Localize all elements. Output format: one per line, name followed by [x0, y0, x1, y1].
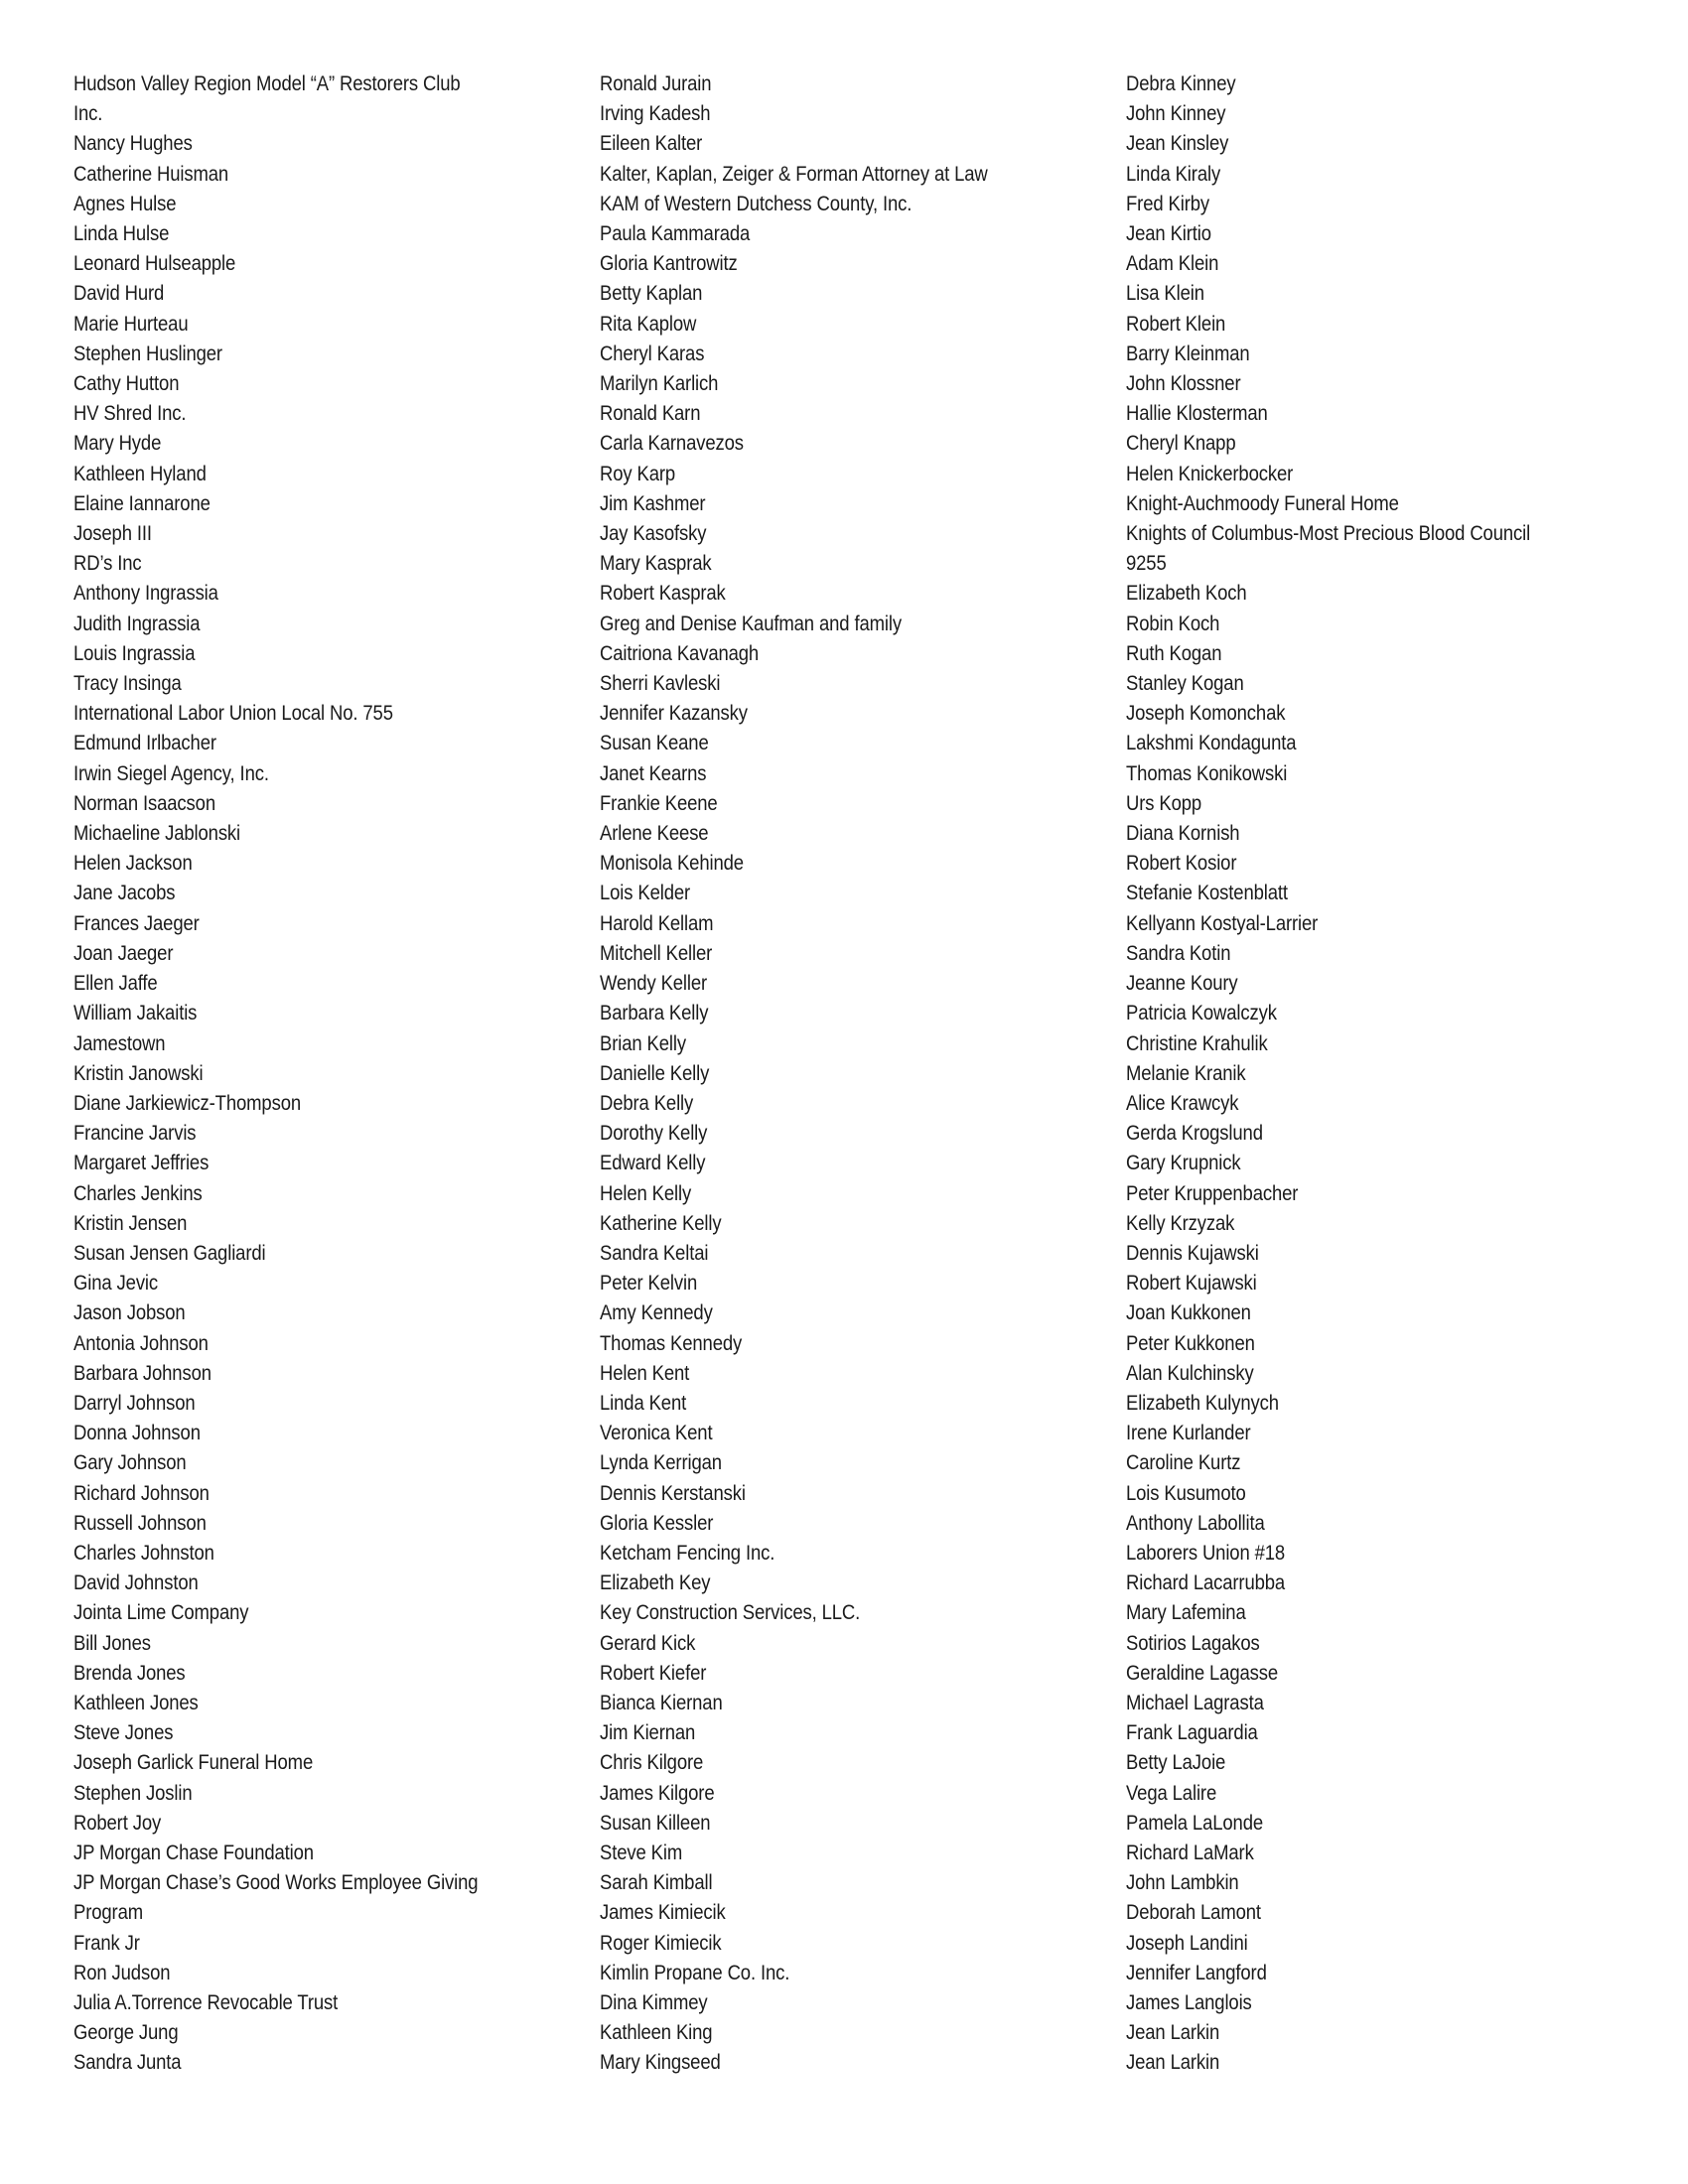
- donor-name: Anthony Labollita: [1126, 1510, 1265, 1535]
- donor-name: Norman Isaacson: [73, 790, 215, 815]
- donor-name: Mary Lafemina: [1126, 1600, 1246, 1625]
- donor-name: Ketcham Fencing Inc.: [600, 1540, 775, 1565]
- donor-name: Caroline Kurtz: [1126, 1450, 1241, 1475]
- donor-name: Brian Kelly: [600, 1030, 686, 1055]
- donor-name: Linda Hulse: [73, 221, 170, 246]
- donor-name: Leonard Hulseapple: [73, 251, 236, 276]
- donor-name: Antonia Johnson: [73, 1330, 209, 1355]
- donor-name: JP Morgan Chase’s Good Works Employee Giving: [73, 1870, 479, 1895]
- donor-name: Elaine Iannarone: [73, 490, 211, 515]
- donor-name: Joseph Komonchak: [1126, 701, 1286, 726]
- donor-name: Greg and Denise Kaufman and family: [600, 611, 902, 635]
- donor-name: Robert Klein: [1126, 311, 1226, 336]
- donor-name: Helen Knickerbocker: [1126, 461, 1294, 485]
- donor-name: Gina Jevic: [73, 1271, 159, 1296]
- donor-name: Sandra Junta: [73, 2050, 182, 2075]
- donor-name: Jean Larkin: [1126, 2050, 1220, 2075]
- donor-name: Bianca Kiernan: [600, 1690, 723, 1714]
- donor-name: Ruth Kogan: [1126, 640, 1222, 665]
- donor-name: Helen Jackson: [73, 851, 193, 876]
- donor-name: Marilyn Karlich: [600, 371, 719, 396]
- donor-name: Knight-Auchmoody Funeral Home: [1126, 490, 1399, 515]
- donor-name: Jay Kasofsky: [600, 521, 707, 546]
- donor-name: Richard Johnson: [73, 1480, 210, 1505]
- donor-name: Darryl Johnson: [73, 1390, 196, 1415]
- donor-name: Stephen Joslin: [73, 1780, 193, 1805]
- donor-name: Kathleen Jones: [73, 1690, 199, 1714]
- donor-name: Robin Koch: [1126, 611, 1220, 635]
- donor-name: Dina Kimmey: [600, 1990, 708, 2014]
- donor-name: Laborers Union #18: [1126, 1540, 1286, 1565]
- donor-name: Lakshmi Kondagunta: [1126, 731, 1297, 755]
- donor-name: Sandra Kotin: [1126, 940, 1231, 965]
- donor-name: Jean Larkin: [1126, 2020, 1220, 2045]
- donor-name: Alan Kulchinsky: [1126, 1360, 1254, 1385]
- donor-name: James Kilgore: [600, 1780, 715, 1805]
- donor-name: Harold Kellam: [600, 910, 714, 935]
- donor-name: Debra Kinney: [1126, 71, 1236, 95]
- donor-name: Susan Killeen: [600, 1810, 711, 1835]
- donor-name: Eileen Kalter: [600, 131, 703, 156]
- donor-name: Robert Kosior: [1126, 851, 1237, 876]
- donor-name: Ronald Karn: [600, 401, 701, 426]
- donor-name: Knights of Columbus-Most Precious Blood Council: [1126, 521, 1531, 546]
- donor-name: Stanley Kogan: [1126, 671, 1244, 696]
- donor-name: Steve Jones: [73, 1720, 174, 1745]
- donor-name: Elizabeth Koch: [1126, 581, 1247, 606]
- donor-name: Jim Kiernan: [600, 1720, 696, 1745]
- donor-name: Richard Lacarrubba: [1126, 1570, 1286, 1595]
- donor-name: Barry Kleinman: [1126, 341, 1250, 365]
- donor-name: Gloria Kantrowitz: [600, 251, 738, 276]
- donor-name: Gerard Kick: [600, 1630, 696, 1655]
- donor-name: Stephen Huslinger: [73, 341, 222, 365]
- donor-name: Brenda Jones: [73, 1660, 186, 1685]
- donor-name: Dennis Kerstanski: [600, 1480, 746, 1505]
- donor-name: Frank Laguardia: [1126, 1720, 1258, 1745]
- donor-name: Paula Kammarada: [600, 221, 751, 246]
- donor-name: Debra Kelly: [600, 1090, 694, 1115]
- donor-name: Danielle Kelly: [600, 1060, 710, 1085]
- donor-name: Kathleen Hyland: [73, 461, 207, 485]
- donor-name: Steve Kim: [600, 1840, 683, 1864]
- donor-name: Sotirios Lagakos: [1126, 1630, 1260, 1655]
- donor-column-3: [1126, 68, 1662, 2078]
- donor-name: James Kimiecik: [600, 1900, 726, 1925]
- donor-name: KAM of Western Dutchess County, Inc.: [600, 191, 913, 215]
- donor-name: Mary Kingseed: [600, 2050, 721, 2075]
- donor-name: Rita Kaplow: [600, 311, 697, 336]
- donor-name: David Hurd: [73, 281, 165, 306]
- donor-name: Elizabeth Kulynych: [1126, 1390, 1279, 1415]
- donor-name: Margaret Jeffries: [73, 1151, 210, 1175]
- donor-name: Lois Kusumoto: [1126, 1480, 1246, 1505]
- donor-name: Stefanie Kostenblatt: [1126, 881, 1288, 905]
- donor-name: Robert Joy: [73, 1810, 162, 1835]
- donor-name: Tracy Insinga: [73, 671, 182, 696]
- donor-name: Kalter, Kaplan, Zeiger & Forman Attorney at Law: [600, 161, 988, 186]
- donor-name: William Jakaitis: [73, 1001, 198, 1025]
- donor-name: Key Construction Services, LLC.: [600, 1600, 861, 1625]
- donor-name: Arlene Keese: [600, 821, 709, 846]
- donor-name: Kelly Krzyzak: [1126, 1210, 1235, 1235]
- donor-name: Betty Kaplan: [600, 281, 703, 306]
- donor-name: Catherine Huisman: [73, 161, 229, 186]
- donor-name: JP Morgan Chase Foundation: [73, 1840, 314, 1864]
- donor-name: Barbara Kelly: [600, 1001, 709, 1025]
- donor-name: Susan Jensen Gagliardi: [73, 1240, 266, 1265]
- donor-name: Program: [73, 1900, 144, 1925]
- donor-name: Bill Jones: [73, 1630, 151, 1655]
- donor-name: Alice Krawcyk: [1126, 1090, 1239, 1115]
- donor-name: Vega Lalire: [1126, 1780, 1217, 1805]
- donor-name: Pamela LaLonde: [1126, 1810, 1264, 1835]
- donor-name: Kathleen King: [600, 2020, 713, 2045]
- donor-column-2: [600, 68, 1136, 2078]
- donor-name: Donna Johnson: [73, 1421, 201, 1445]
- donor-name: Susan Keane: [600, 731, 709, 755]
- donor-name: Kimlin Propane Co. Inc.: [600, 1960, 790, 1984]
- donor-name: Elizabeth Key: [600, 1570, 711, 1595]
- donor-name: Kristin Janowski: [73, 1060, 204, 1085]
- donor-name: Francine Jarvis: [73, 1121, 197, 1146]
- donor-name: Michaeline Jablonski: [73, 821, 241, 846]
- donor-name: Lois Kelder: [600, 881, 691, 905]
- donor-name: John Lambkin: [1126, 1870, 1239, 1895]
- donor-name: HV Shred Inc.: [73, 401, 187, 426]
- donor-name: Roger Kimiecik: [600, 1930, 722, 1955]
- donor-name: James Langlois: [1126, 1990, 1252, 2014]
- donor-name: Robert Kiefer: [600, 1660, 707, 1685]
- donor-name: Peter Kelvin: [600, 1271, 698, 1296]
- donor-name: Louis Ingrassia: [73, 640, 196, 665]
- donor-name: Jean Kinsley: [1126, 131, 1229, 156]
- donor-name: Irwin Siegel Agency, Inc.: [73, 760, 269, 785]
- donor-name: Deborah Lamont: [1126, 1900, 1261, 1925]
- donor-name: Gary Johnson: [73, 1450, 187, 1475]
- donor-name: Melanie Kranik: [1126, 1060, 1246, 1085]
- donor-name: Julia A.Torrence Revocable Trust: [73, 1990, 339, 2014]
- donor-name: Christine Krahulik: [1126, 1030, 1268, 1055]
- donor-name: Hudson Valley Region Model “A” Restorers Club: [73, 71, 461, 95]
- donor-name: Carla Karnavezos: [600, 431, 744, 456]
- donor-name: Jean Kirtio: [1126, 221, 1211, 246]
- donor-name: Michael Lagrasta: [1126, 1690, 1264, 1714]
- donor-name: Jennifer Kazansky: [600, 701, 748, 726]
- donor-name: Ellen Jaffe: [73, 971, 158, 996]
- donor-name: Irene Kurlander: [1126, 1421, 1251, 1445]
- donor-name: Ronald Jurain: [600, 71, 712, 95]
- donor-name: Peter Kukkonen: [1126, 1330, 1255, 1355]
- donor-name: Mitchell Keller: [600, 940, 713, 965]
- donor-name: International Labor Union Local No. 755: [73, 701, 393, 726]
- donor-name: Thomas Konikowski: [1126, 760, 1288, 785]
- donor-name: Agnes Hulse: [73, 191, 177, 215]
- donor-name: Sarah Kimball: [600, 1870, 713, 1895]
- donor-name: Gerda Krogslund: [1126, 1121, 1263, 1146]
- donor-name: Helen Kent: [600, 1360, 690, 1385]
- donor-name: Jeanne Koury: [1126, 971, 1238, 996]
- donor-name: Kristin Jensen: [73, 1210, 188, 1235]
- donor-name: Joseph Garlick Funeral Home: [73, 1750, 314, 1775]
- donor-name: Jason Jobson: [73, 1300, 186, 1325]
- donor-name: Charles Jenkins: [73, 1180, 203, 1205]
- donor-name: John Kinney: [1126, 101, 1226, 126]
- donor-name: Peter Kruppenbacher: [1126, 1180, 1299, 1205]
- donor-name: Dorothy Kelly: [600, 1121, 708, 1146]
- donor-name: Jim Kashmer: [600, 490, 706, 515]
- donor-name: Joseph III: [73, 521, 152, 546]
- donor-name: Linda Kiraly: [1126, 161, 1221, 186]
- donor-name: Linda Kent: [600, 1390, 687, 1415]
- donor-name: Helen Kelly: [600, 1180, 692, 1205]
- donor-name: Geraldine Lagasse: [1126, 1660, 1279, 1685]
- donor-column-1: [73, 68, 610, 2078]
- donor-name: Judith Ingrassia: [73, 611, 201, 635]
- donor-name: Joan Kukkonen: [1126, 1300, 1251, 1325]
- donor-name: Irving Kadesh: [600, 101, 711, 126]
- donor-name: Marie Hurteau: [73, 311, 189, 336]
- donor-name: Joseph Landini: [1126, 1930, 1248, 1955]
- donor-name: John Klossner: [1126, 371, 1241, 396]
- donor-name: Ron Judson: [73, 1960, 171, 1984]
- donor-name: Sherri Kavleski: [600, 671, 721, 696]
- donor-name: Robert Kasprak: [600, 581, 726, 606]
- donor-name: Chris Kilgore: [600, 1750, 704, 1775]
- donor-name: David Johnston: [73, 1570, 199, 1595]
- donor-name: Sandra Keltai: [600, 1240, 709, 1265]
- donor-name: Urs Kopp: [1126, 790, 1202, 815]
- donor-name: Anthony Ingrassia: [73, 581, 218, 606]
- donor-name: Lynda Kerrigan: [600, 1450, 722, 1475]
- donor-name: Patricia Kowalczyk: [1126, 1001, 1277, 1025]
- donor-name: Edmund Irlbacher: [73, 731, 216, 755]
- donor-name: Robert Kujawski: [1126, 1271, 1257, 1296]
- donor-name: Frank Jr: [73, 1930, 140, 1955]
- donor-name: Fred Kirby: [1126, 191, 1209, 215]
- donor-name: Wendy Keller: [600, 971, 708, 996]
- donor-name: Amy Kennedy: [600, 1300, 713, 1325]
- donor-name: Jennifer Langford: [1126, 1960, 1267, 1984]
- donor-name: Veronica Kent: [600, 1421, 713, 1445]
- donor-name: Nancy Hughes: [73, 131, 193, 156]
- donor-name: RD’s Inc: [73, 551, 142, 576]
- donor-name: Jointa Lime Company: [73, 1600, 249, 1625]
- donor-name: Kellyann Kostyal-Larrier: [1126, 910, 1319, 935]
- donor-name: 9255: [1126, 551, 1167, 576]
- donor-name: Lisa Klein: [1126, 281, 1204, 306]
- donor-name: Edward Kelly: [600, 1151, 706, 1175]
- donor-name: Diana Kornish: [1126, 821, 1240, 846]
- donor-name: Diane Jarkiewicz-Thompson: [73, 1090, 302, 1115]
- donor-name: Gary Krupnick: [1126, 1151, 1241, 1175]
- donor-name: Caitriona Kavanagh: [600, 640, 760, 665]
- donor-name: Monisola Kehinde: [600, 851, 744, 876]
- donor-name: Janet Kearns: [600, 760, 707, 785]
- donor-name: Thomas Kennedy: [600, 1330, 743, 1355]
- donor-name: Cheryl Knapp: [1126, 431, 1236, 456]
- donor-name: Frankie Keene: [600, 790, 718, 815]
- donor-name: Jane Jacobs: [73, 881, 176, 905]
- donor-name: Richard LaMark: [1126, 1840, 1254, 1864]
- donor-name: Dennis Kujawski: [1126, 1240, 1259, 1265]
- donor-name: Cheryl Karas: [600, 341, 705, 365]
- donor-name: Gloria Kessler: [600, 1510, 714, 1535]
- donor-name: Barbara Johnson: [73, 1360, 211, 1385]
- donor-name: Mary Hyde: [73, 431, 162, 456]
- donor-name: Charles Johnston: [73, 1540, 214, 1565]
- donor-name: Betty LaJoie: [1126, 1750, 1226, 1775]
- donor-name: Mary Kasprak: [600, 551, 712, 576]
- donor-name: Katherine Kelly: [600, 1210, 722, 1235]
- donor-name: Roy Karp: [600, 461, 676, 485]
- donor-name: Hallie Klosterman: [1126, 401, 1268, 426]
- donor-name: Cathy Hutton: [73, 371, 180, 396]
- donor-name: Joan Jaeger: [73, 940, 174, 965]
- donor-name: George Jung: [73, 2020, 179, 2045]
- donor-name: Russell Johnson: [73, 1510, 207, 1535]
- donor-name: Jamestown: [73, 1030, 166, 1055]
- donor-name: Frances Jaeger: [73, 910, 200, 935]
- donor-name: Adam Klein: [1126, 251, 1219, 276]
- donor-name: Inc.: [73, 101, 103, 126]
